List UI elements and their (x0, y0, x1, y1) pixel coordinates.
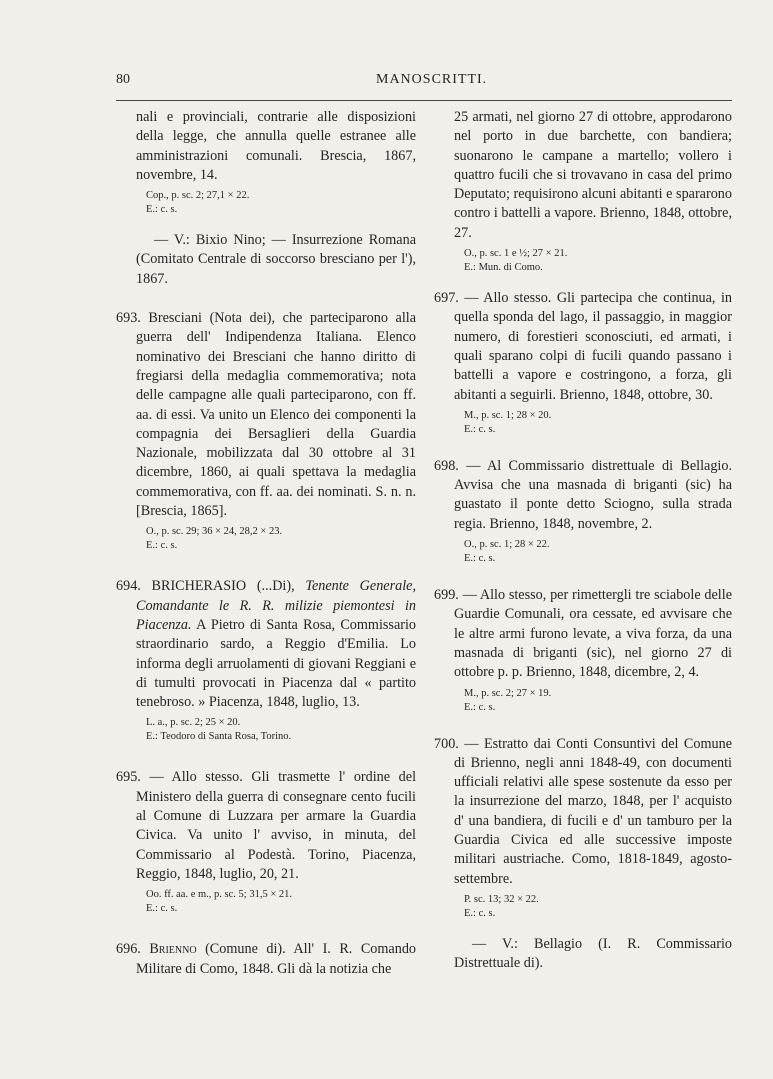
right-column (434, 108, 732, 974)
entry-text (434, 735, 732, 889)
entry-note (116, 716, 416, 744)
entry-body: (Comune di). All' I. R. Comando Militare di Como, 1848. Gli dà la notizia che (136, 941, 417, 977)
entry-text: — V.: Bixio Nino; — Insurrezione Romana (Comitato Centrale di soccorso bresciano per l'), 1867. (136, 232, 416, 287)
entry-number: 697. (434, 290, 459, 307)
entry-698 (434, 457, 732, 566)
running-title: MANOSCRITTI. (376, 72, 488, 87)
note-line: E.: c. s. (464, 701, 496, 713)
page-number: 80 (116, 72, 130, 87)
entry-body: — Estratto dai Conti Consuntivi del Comune di Brienno, negli anni 1848-49, con documenti ufficiali relativi alle spese sostenute da esso per la insurrezione del marzo, 1848, per l' acquisto d' una bandiera, di fucili e d' un tamburo per la Guardia Civica ed alle successive imposte militari austriache. Como, 1818-1849, agosto-settembre. (454, 735, 733, 887)
note-line: E.: c. s. (146, 204, 178, 216)
note-line: O., p. sc. 1 e ½; 27 × 21. (464, 248, 568, 260)
note-line: O., p. sc. 1; 28 × 22. (464, 539, 550, 551)
note-line: Oo. ff. aa. e m., p. sc. 5; 31,5 × 21. (146, 889, 292, 901)
entry-text (434, 457, 732, 534)
entry-note (116, 888, 416, 916)
left-column (116, 108, 416, 979)
entry-text: nali e provinciali, contrarie alle disposizioni della legge, che annulla quelle estranee alle amministrazioni comunali. Brescia, 1867, novembre, 14. (136, 109, 416, 183)
entry-body: — Allo stesso. Gli partecipa che continua, in quella sponda del lago, il passaggio, in maggior numero, di forestieri sconosciuti, ed armati, i quali sparano colpi di fucili quando passano i battelli a vapore e costringono, a forza, gli abitanti a seguirli. Brienno, 1848, ottobre, 30. (454, 290, 732, 403)
entry-note (434, 247, 732, 275)
entry-number: 693. (116, 310, 141, 327)
entry-number: 694. (116, 578, 141, 595)
entry-number: 696. (116, 941, 141, 958)
note-line: E.: c. s. (146, 540, 178, 552)
entry-number: 699. (434, 587, 459, 604)
entry-body: A Pietro di Santa Rosa, Commissario straordinario sardo, a Reggio d'Emilia. Lo informa degli arruolamenti di giovani Reggiani e di tumulti provocati in Piacenza dal « partito tenebroso. » Piacenza, 1848, luglio, 13. (136, 616, 417, 711)
entry-text (116, 577, 416, 712)
entry-text (116, 309, 416, 521)
entry-text (434, 289, 732, 405)
note-line: O., p. sc. 29; 36 × 24, 28,2 × 23. (146, 526, 283, 538)
note-line: M., p. sc. 2; 27 × 19. (464, 687, 552, 699)
entry-700 (434, 735, 732, 921)
entry-note (434, 687, 732, 715)
entry-note (434, 893, 732, 921)
entry-body: — Al Commissario distrettuale di Bellagio. Avvisa che una masnada di briganti (sic) ha guastato il ponte detto Sciogno, sulla strada regia. Brienno, 1848, novembre, 2. (454, 457, 732, 532)
entry-head: Brienno (149, 941, 197, 958)
entry-see-also (116, 231, 416, 289)
entry-head-italic: Tenente Generale, Comandante le R. R. milizie piemontesi in Piacenza. (136, 578, 417, 633)
note-line: E.: Teodoro di Santa Rosa, Torino. (146, 731, 292, 743)
entry-699 (434, 586, 732, 714)
entry-696 (116, 940, 416, 979)
header-rule (116, 100, 732, 101)
entry-text (116, 940, 416, 979)
note-line: E.: c. s. (464, 553, 496, 565)
note-line: Cop., p. sc. 2; 27,1 × 22. (146, 190, 250, 202)
entry-note (434, 538, 732, 566)
entry-number: 698. (434, 457, 459, 474)
note-line: E.: Mun. di Como. (464, 262, 543, 274)
entry-body: — Allo stesso. Gli trasmette l' ordine del Ministero della guerra di consegnare cento fucili al Comune di Luzzara per armare la Guardia Civica. Va unito l' avviso, in minuta, del Commissario al Podestà. Torino, Piacenza, Reggio, 1848, luglio, 20, 21. (136, 769, 417, 882)
entry-see-also (434, 935, 732, 974)
entry-text (434, 586, 732, 682)
note-line: P. sc. 13; 32 × 22. (464, 893, 539, 905)
entry-head: BRICHERASIO (...Di), (151, 578, 295, 595)
note-line: E.: c. s. (146, 903, 178, 915)
entry-note (116, 189, 416, 217)
entry-body: Bresciani (Nota dei), che parteciparono alla guerra dell' Indipendenza Italiana. Elenco nominativo dei Bresciani che hanno diritto di fregiarsi della medaglia commemorativa; nota delle campagne alle quali parteciparono, con ff. aa. di essi. Va unito un Elenco dei componenti la compagnia dei Bersaglieri della Guardia Nazionale, mobilizzata dal 30 ottobre al 31 dicembre, 1860, ai quali spettava la medaglia commemorativa, con ff. aa. dei nominati. S. n. n. [Brescia, 1865]. (136, 310, 417, 520)
note-line: E.: c. s. (464, 423, 496, 435)
entry-695 (116, 768, 416, 916)
entry-number: 695. (116, 769, 141, 786)
note-line: M., p. sc. 1; 28 × 20. (464, 409, 552, 421)
entry-text: 25 armati, nel giorno 27 di ottobre, approdarono nel porto in due barchette, con bandiera; suonarono le campane a martello; vollero i quattro fucili che si trovavano in casa del primo Deputato; requisirono alcuni abitanti e spararono contro i battelli a vapore. Brienno, 1848, ottobre, 27. (454, 109, 732, 241)
entry-text (116, 768, 416, 884)
entry-number: 700. (434, 735, 459, 752)
entry-note (116, 525, 416, 553)
entry-697 (434, 289, 732, 437)
entry-693 (116, 309, 416, 553)
entry-694 (116, 577, 416, 744)
entry-continuation (116, 108, 416, 217)
note-line: E.: c. s. (464, 907, 496, 919)
entry-continuation (434, 108, 732, 275)
entry-note (434, 409, 732, 437)
entry-body: — Allo stesso, per rimettergli tre sciabole delle Guardie Comunali, ora cessate, ed avvisare che le altre armi furono levate, a viva forza, da una masnada di briganti (sic), nel giorno 27 di ottobre p. p. Brienno, 1848, dicembre, 2, 4. (454, 587, 732, 681)
entry-text: — V.: Bellagio (I. R. Commissario Distrettuale di). (454, 935, 732, 972)
note-line: L. a., p. sc. 2; 25 × 20. (146, 717, 241, 729)
